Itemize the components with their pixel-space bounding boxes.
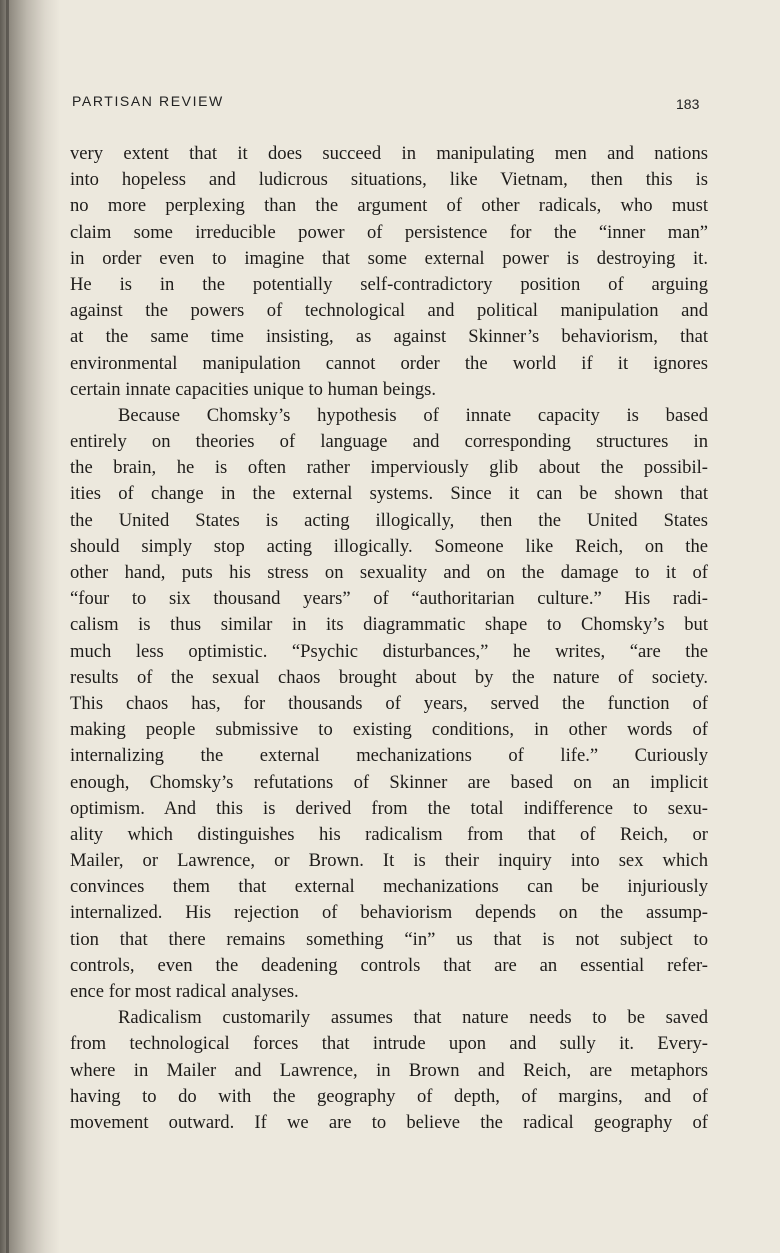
text-line: calism is thus similar in its diagrammatic shape to Chomsky’s but <box>70 614 708 636</box>
text-line: the United States is acting illogically, then the United States <box>70 509 708 531</box>
text-line: optimism. And this is derived from the total indifference to sexu- <box>70 797 708 819</box>
text-line: ities of change in the external systems. Since it can be shown that <box>70 483 708 505</box>
text-line: controls, even the deadening controls that are an essential refer- <box>70 954 708 976</box>
text-line: where in Mailer and Lawrence, in Brown and Reich, are metaphors <box>70 1059 708 1081</box>
running-head: PARTISAN REVIEW <box>72 93 224 109</box>
text-line: convinces them that external mechanizations can be injuriously <box>70 876 708 898</box>
text-line: certain innate capacities unique to human beings. <box>70 378 437 400</box>
text-line: ence for most radical analyses. <box>70 981 299 1002</box>
text-line: against the powers of technological and political manipulation and <box>70 300 708 322</box>
text-line: internalized. His rejection of behaviorism depends on the assump- <box>70 902 708 924</box>
text-line: Mailer, or Lawrence, or Brown. It is their inquiry into sex which <box>70 850 708 872</box>
text-line: movement outward. If we are to believe the radical geography of <box>70 1111 708 1133</box>
text-line: at the same time insisting, as against Skinner’s behaviorism, that <box>70 326 708 348</box>
text-line: results of the sexual chaos brought about by the nature of society. <box>70 666 708 688</box>
text-line: from technological forces that intrude upon and sully it. Every- <box>70 1033 708 1055</box>
text-line: “four to six thousand years” of “authoritarian culture.” His radi- <box>70 588 708 610</box>
text-line: no more perplexing than the argument of other radicals, who must <box>70 195 708 217</box>
text-line: having to do with the geography of depth, of margins, and of <box>70 1085 708 1107</box>
paragraph-start-line: Radicalism customarily assumes that nature needs to be saved <box>118 1007 708 1029</box>
text-line: internalizing the external mechanizations of life.” Curiously <box>70 745 708 767</box>
text-line: claim some irreducible power of persistence for the “inner man” <box>70 221 708 243</box>
text-line: He is in the potentially self-contradictory position of arguing <box>70 273 708 295</box>
text-line: environmental manipulation cannot order the world if it ignores <box>70 352 708 374</box>
text-line: very extent that it does succeed in manipulating men and nations <box>70 143 708 164</box>
text-line: enough, Chomsky’s refutations of Skinner are based on an implicit <box>70 771 708 793</box>
text-line: should simply stop acting illogically. Someone like Reich, on the <box>70 535 708 557</box>
text-line: making people submissive to existing conditions, in other words of <box>70 719 708 741</box>
text-line: into hopeless and ludicrous situations, like Vietnam, then this is <box>70 169 708 191</box>
text-line: This chaos has, for thousands of years, served the function of <box>70 692 708 714</box>
text-line: entirely on theories of language and corresponding structures in <box>70 431 708 453</box>
text-line: ality which distinguishes his radicalism from that of Reich, or <box>70 823 708 845</box>
body-text <box>70 141 708 1136</box>
text-line: the brain, he is often rather imperviously glib about the possibil- <box>70 457 708 479</box>
text-line: in order even to imagine that some external power is destroying it. <box>70 247 708 269</box>
text-line: tion that there remains something “in” us that is not subject to <box>70 928 708 950</box>
paragraph-start-line: Because Chomsky’s hypothesis of innate capacity is based <box>118 404 708 426</box>
text-line: much less optimistic. “Psychic disturbances,” he writes, “are the <box>70 640 708 662</box>
page-number: 183 <box>676 96 700 112</box>
text-line: other hand, puts his stress on sexuality and on the damage to it of <box>70 562 708 583</box>
